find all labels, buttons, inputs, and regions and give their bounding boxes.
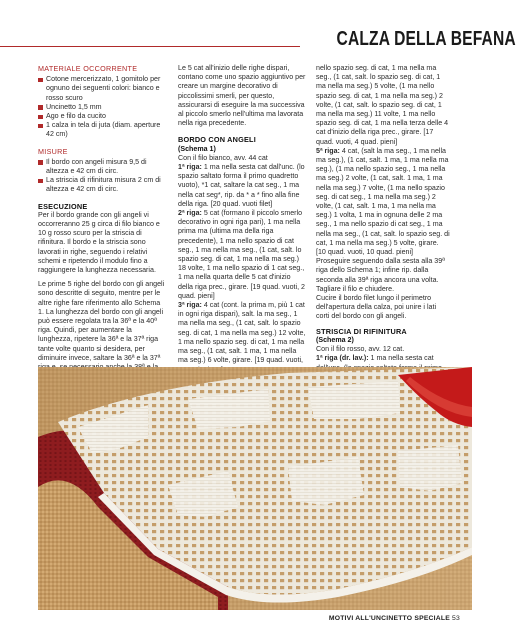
execution-paragraph: Per il bordo grande con gli angeli vi occorreranno 25 g circa di filo bianco e 10 g rosso scuro per la striscia di rifinitura. Il bordo e la striscia sono lavorati in righe, seguendo i relativi schemi e ripetendo il modulo fino a raggiungere la lunghezza necessaria. [38,210,160,275]
schema-reference: (Schema 1) [178,144,216,153]
page-number: 53 [452,615,460,622]
section-heading-bordo: BORDO CON ANGELI [178,135,256,145]
page-title: CALZA DELLA BEFANA [336,28,516,50]
materials-item: 1 calza in tela di juta (diam. aperture 42 cm) [38,121,168,139]
row-instruction: 1ª riga: 1 ma nella sesta cat dall'unc. (lo spazio saltato forma il primo quadretto vuoto), *1 cat, saltare la cat seg., 1 ma nella cat seg*, rip. da * a * fino alla fine della riga. [20 quad. vuoti filet] [178,163,305,208]
bullet-square-icon [38,115,43,120]
finishing-paragraph: Cucire il bordo filet lungo il perimetro dell'apertura della calza, poi unire i lati corti del bordo con gli angeli. [316,294,437,321]
intro-paragraph: Le 5 cat all'inizio delle righe dispari, contano come uno spazio aggiuntivo per creare un margine decorativo di piccolissimi smerli, per questo, assicurarsi di eseguire la ma successiva al piccolo smerlo nell'ultima ma lavorata nella riga precedente. [178,64,306,128]
stocking-photo [38,367,472,610]
measures-heading: MISURE [38,146,68,156]
materials-heading: MATERIALE OCCORRENTE [38,64,138,73]
bullet-square-icon [38,124,43,129]
row-instruction: 5ª riga: 4 cat, (salt la ma seg., 1 ma nella ma seg.), (1 cat, salt. 1 ma, 1 ma nella ma seg.), (1 ma nello spazio seg., 1 ma nella ma seg.) 2 volte, (1 cat, salt. 1 ma, 1 ma nella ma seg.) 7 volte, (1 ma nello spazio seg. di cat seg., 1 ma nella ma seg.) 2 volte, (1 cat, salt. 1 ma, 1 ma nella ma seg.) 1 volta, 1 ma in ognuna delle 2 ma seg., 1 ma nello spazio di cat seg., 1 ma nella ma seg., (1 cat, salt. lo spazio seg. di cat, 1 ma nella ma seg.) 5 volte, girare. [10 quad. vuoti, 10 quad. pieni] [316,146,450,257]
execution-paragraph: Le prime 5 righe del bordo con gli angeli sono descritte di seguito, mentre per le altre righe fare riferimento allo Schema 1. La lunghezza del bordo con gli angeli può essere regolata tra la 36ª e la 40ª riga. Quindi, per aumentare la lunghezza, ripetere la 36ª e la 37ª riga tante volte quanto si desidera, per diminuire invece, saltare la 36ª e la 37ª [38,280,165,362]
continue-paragraph: Proseguire seguendo dalla sesta alla 39ª riga dello Schema 1; infine rip. dalla seconda alla 39ª riga ancora una volta. Tagliare il filo e chiudere. [316,257,445,293]
row-instruction-continued: nello spazio seg. di cat, 1 ma nella ma seg., (1 cat, salt. lo spazio seg. di cat, 1 ma nella ma seg.) 5 volte, (1 ma nello spazio seg. di cat, 1 ma nella ma seg.) 2 volte, (1 cat, salt. lo spazio seg. di cat, 1 ma nella ma seg.) 11 volte, 1 ma nello spazio seg. di cat, 1 ma nella terza delle 4 cat d'inizio della riga prec., girare. [17 quad. vuoti, 4 quad. pieni] [316,64,449,146]
materials-item: Uncinetto 1,5 mm [38,103,168,112]
materials-item: Ago e filo da cucito [38,112,168,121]
bullet-square-icon [38,179,43,184]
measures-item: La striscia di rifinitura misura 2 cm di altezza e 42 cm di circ. [38,176,168,194]
column-3 [316,64,450,382]
row-instruction: 3ª riga: 4 cat (cont. la prima m, più 1 cat in ogni riga dispari), salt. la ma seg., 1 ma nella ma seg., (1 cat, salt. lo spazio seg. di cat, 1 ma nella ma seg.) 12 volte, 1 ma nello spazio seg. di cat, 1 ma nella ma seg., (1 cat, salt. 1 ma, 1 ma nella ma seg.) 6 volte, girare. [19 quad. vuoti, [178,301,306,365]
row-instruction: 2ª riga: 5 cat (formano il piccolo smerlo decorativo in ogni riga pari), 1 ma nella prima ma (ultima ma della riga precedente), 1 ma nello spazio di cat seg., 1 ma nella ma seg., (1 cat, salt. lo spazio seg. di cat, 1 ma nella ma seg.) 18 volte, 1 ma nello spazio di 1 cat seg., 1 ma nella quarta delle 5 cat d'inizio della riga prec., girare. [19 quad. vuoti, 2 quad. pieni] [178,209,305,300]
column-1 [38,64,168,382]
execution-heading: ESECUZIONE [38,201,88,211]
schema-reference: (Schema 2) [316,335,354,344]
measures-item: Il bordo con angeli misura 9,5 di altezza e 42 cm di circ. [38,158,168,176]
section-heading-striscia: STRISCIA DI RIFINITURA [316,326,407,336]
cast-on-text: Con il filo rosso, avv. 12 cat. [316,345,405,354]
bullet-square-icon [38,105,43,110]
cast-on-text: Con il filo bianco, avv. 44 cat [178,153,268,162]
stocking-illustration [38,367,472,610]
materials-item: Cotone mercerizzato, 1 gomitolo per ognuno dei seguenti colori: bianco e rosso scuro [38,75,168,103]
title-rule [0,46,300,47]
bullet-square-icon [38,78,43,83]
bullet-square-icon [38,160,43,165]
row-instruction: 1ª riga (dr. lav.): 1 ma nella sesta cat [316,354,434,363]
magazine-name: MOTIVI ALL'UNCINETTO SPECIALE [328,615,450,622]
page-footer [322,615,460,622]
column-2 [178,64,306,393]
